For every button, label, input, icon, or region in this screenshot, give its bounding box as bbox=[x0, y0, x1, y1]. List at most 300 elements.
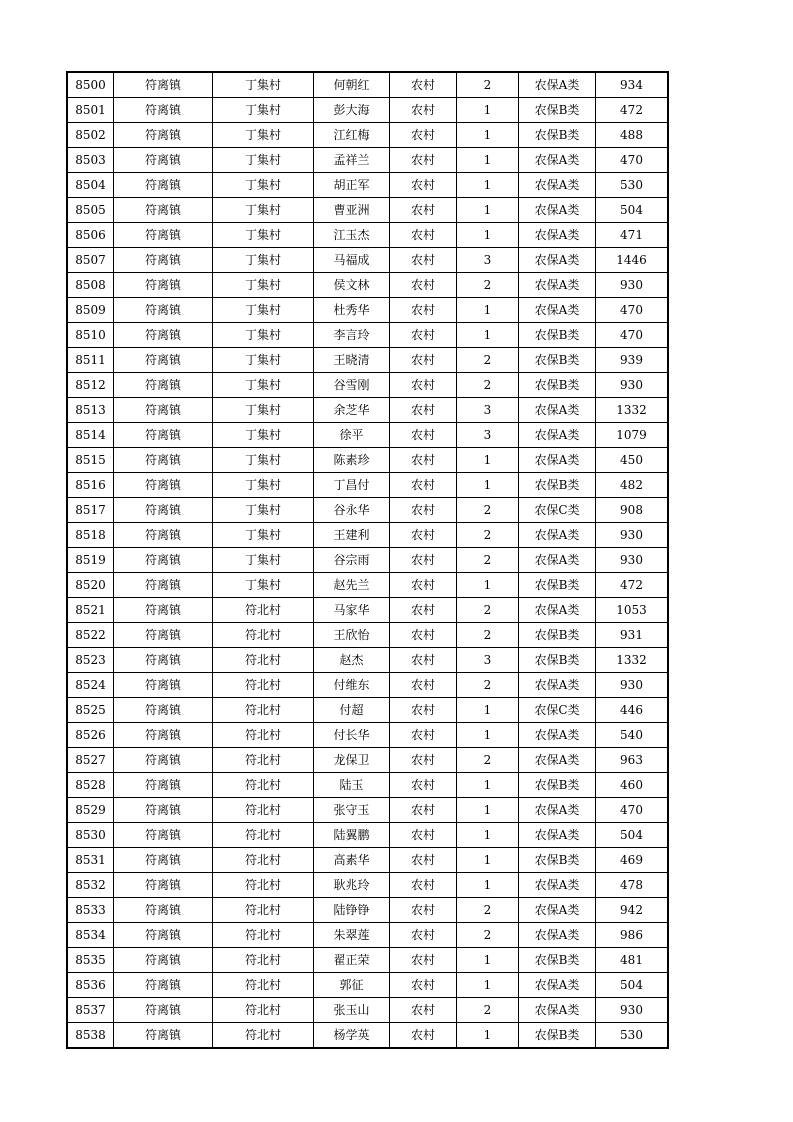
record-number-cell: 8519 bbox=[68, 548, 114, 573]
village-cell: 符北村 bbox=[213, 948, 314, 973]
table-row bbox=[68, 823, 668, 848]
table-row bbox=[68, 148, 668, 173]
amount-cell: 930 bbox=[596, 273, 668, 298]
area-type-cell: 农村 bbox=[390, 573, 457, 598]
name-cell: 高素华 bbox=[314, 848, 390, 873]
household-count-cell: 1 bbox=[457, 723, 519, 748]
record-number-cell: 8532 bbox=[68, 873, 114, 898]
village-cell: 符北村 bbox=[213, 848, 314, 873]
village-cell: 丁集村 bbox=[213, 73, 314, 98]
town-cell: 符离镇 bbox=[114, 248, 213, 273]
town-cell: 符离镇 bbox=[114, 523, 213, 548]
insurance-category-cell: 农保A类 bbox=[519, 723, 596, 748]
name-cell: 赵杰 bbox=[314, 648, 390, 673]
amount-cell: 930 bbox=[596, 523, 668, 548]
village-cell: 丁集村 bbox=[213, 298, 314, 323]
town-cell: 符离镇 bbox=[114, 598, 213, 623]
record-number-cell: 8529 bbox=[68, 798, 114, 823]
household-count-cell: 3 bbox=[457, 248, 519, 273]
town-cell: 符离镇 bbox=[114, 723, 213, 748]
area-type-cell: 农村 bbox=[390, 798, 457, 823]
town-cell: 符离镇 bbox=[114, 998, 213, 1023]
insurance-category-cell: 农保A类 bbox=[519, 823, 596, 848]
table-row bbox=[68, 423, 668, 448]
area-type-cell: 农村 bbox=[390, 548, 457, 573]
town-cell: 符离镇 bbox=[114, 98, 213, 123]
name-cell: 付长华 bbox=[314, 723, 390, 748]
village-cell: 丁集村 bbox=[213, 548, 314, 573]
town-cell: 符离镇 bbox=[114, 498, 213, 523]
amount-cell: 481 bbox=[596, 948, 668, 973]
village-cell: 符北村 bbox=[213, 673, 314, 698]
insurance-category-cell: 农保A类 bbox=[519, 998, 596, 1023]
area-type-cell: 农村 bbox=[390, 298, 457, 323]
household-count-cell: 2 bbox=[457, 498, 519, 523]
amount-cell: 470 bbox=[596, 298, 668, 323]
household-count-cell: 2 bbox=[457, 898, 519, 923]
name-cell: 郭征 bbox=[314, 973, 390, 998]
town-cell: 符离镇 bbox=[114, 948, 213, 973]
table-row bbox=[68, 598, 668, 623]
name-cell: 陆翼鹏 bbox=[314, 823, 390, 848]
household-count-cell: 2 bbox=[457, 748, 519, 773]
area-type-cell: 农村 bbox=[390, 673, 457, 698]
amount-cell: 470 bbox=[596, 148, 668, 173]
town-cell: 符离镇 bbox=[114, 798, 213, 823]
village-cell: 丁集村 bbox=[213, 173, 314, 198]
amount-cell: 470 bbox=[596, 323, 668, 348]
insurance-category-cell: 农保C类 bbox=[519, 498, 596, 523]
record-number-cell: 8520 bbox=[68, 573, 114, 598]
insurance-category-cell: 农保B类 bbox=[519, 323, 596, 348]
insurance-category-cell: 农保A类 bbox=[519, 748, 596, 773]
area-type-cell: 农村 bbox=[390, 623, 457, 648]
household-count-cell: 2 bbox=[457, 548, 519, 573]
household-count-cell: 2 bbox=[457, 623, 519, 648]
name-cell: 江玉杰 bbox=[314, 223, 390, 248]
area-type-cell: 农村 bbox=[390, 348, 457, 373]
village-cell: 符北村 bbox=[213, 823, 314, 848]
insurance-category-cell: 农保A类 bbox=[519, 173, 596, 198]
amount-cell: 478 bbox=[596, 873, 668, 898]
town-cell: 符离镇 bbox=[114, 448, 213, 473]
area-type-cell: 农村 bbox=[390, 498, 457, 523]
village-cell: 丁集村 bbox=[213, 398, 314, 423]
table-row bbox=[68, 398, 668, 423]
amount-cell: 942 bbox=[596, 898, 668, 923]
town-cell: 符离镇 bbox=[114, 898, 213, 923]
household-count-cell: 1 bbox=[457, 1023, 519, 1048]
town-cell: 符离镇 bbox=[114, 1023, 213, 1048]
household-count-cell: 2 bbox=[457, 998, 519, 1023]
record-number-cell: 8531 bbox=[68, 848, 114, 873]
area-type-cell: 农村 bbox=[390, 223, 457, 248]
name-cell: 余芝华 bbox=[314, 398, 390, 423]
amount-cell: 1332 bbox=[596, 398, 668, 423]
name-cell: 马福成 bbox=[314, 248, 390, 273]
record-number-cell: 8528 bbox=[68, 773, 114, 798]
insurance-category-cell: 农保A类 bbox=[519, 223, 596, 248]
record-number-cell: 8514 bbox=[68, 423, 114, 448]
area-type-cell: 农村 bbox=[390, 1023, 457, 1048]
table-row bbox=[68, 773, 668, 798]
amount-cell: 488 bbox=[596, 123, 668, 148]
household-count-cell: 2 bbox=[457, 598, 519, 623]
insurance-category-cell: 农保B类 bbox=[519, 848, 596, 873]
area-type-cell: 农村 bbox=[390, 273, 457, 298]
insurance-category-cell: 农保A类 bbox=[519, 248, 596, 273]
area-type-cell: 农村 bbox=[390, 373, 457, 398]
name-cell: 龙保卫 bbox=[314, 748, 390, 773]
insurance-category-cell: 农保A类 bbox=[519, 523, 596, 548]
village-cell: 丁集村 bbox=[213, 248, 314, 273]
record-number-cell: 8506 bbox=[68, 223, 114, 248]
town-cell: 符离镇 bbox=[114, 223, 213, 248]
record-number-cell: 8513 bbox=[68, 398, 114, 423]
name-cell: 胡正军 bbox=[314, 173, 390, 198]
name-cell: 耿兆玲 bbox=[314, 873, 390, 898]
table-row bbox=[68, 798, 668, 823]
area-type-cell: 农村 bbox=[390, 923, 457, 948]
table-row bbox=[68, 998, 668, 1023]
household-count-cell: 2 bbox=[457, 523, 519, 548]
area-type-cell: 农村 bbox=[390, 748, 457, 773]
village-cell: 丁集村 bbox=[213, 573, 314, 598]
area-type-cell: 农村 bbox=[390, 398, 457, 423]
town-cell: 符离镇 bbox=[114, 548, 213, 573]
household-count-cell: 1 bbox=[457, 298, 519, 323]
table-row bbox=[68, 698, 668, 723]
area-type-cell: 农村 bbox=[390, 148, 457, 173]
insurance-category-cell: 农保A类 bbox=[519, 423, 596, 448]
insurance-category-cell: 农保B类 bbox=[519, 623, 596, 648]
village-cell: 符北村 bbox=[213, 723, 314, 748]
area-type-cell: 农村 bbox=[390, 973, 457, 998]
name-cell: 丁昌付 bbox=[314, 473, 390, 498]
town-cell: 符离镇 bbox=[114, 573, 213, 598]
household-count-cell: 1 bbox=[457, 473, 519, 498]
household-count-cell: 1 bbox=[457, 198, 519, 223]
table-row bbox=[68, 123, 668, 148]
name-cell: 王晓清 bbox=[314, 348, 390, 373]
name-cell: 王欣怡 bbox=[314, 623, 390, 648]
record-number-cell: 8517 bbox=[68, 498, 114, 523]
name-cell: 张玉山 bbox=[314, 998, 390, 1023]
table-row bbox=[68, 673, 668, 698]
insurance-category-cell: 农保A类 bbox=[519, 548, 596, 573]
name-cell: 何朝红 bbox=[314, 73, 390, 98]
insurance-category-cell: 农保B类 bbox=[519, 373, 596, 398]
record-number-cell: 8507 bbox=[68, 248, 114, 273]
town-cell: 符离镇 bbox=[114, 298, 213, 323]
name-cell: 徐平 bbox=[314, 423, 390, 448]
amount-cell: 986 bbox=[596, 923, 668, 948]
amount-cell: 931 bbox=[596, 623, 668, 648]
amount-cell: 469 bbox=[596, 848, 668, 873]
roster-body bbox=[68, 73, 668, 1048]
record-number-cell: 8522 bbox=[68, 623, 114, 648]
village-cell: 丁集村 bbox=[213, 373, 314, 398]
village-cell: 符北村 bbox=[213, 698, 314, 723]
name-cell: 彭大海 bbox=[314, 98, 390, 123]
town-cell: 符离镇 bbox=[114, 423, 213, 448]
amount-cell: 471 bbox=[596, 223, 668, 248]
table-row bbox=[68, 973, 668, 998]
insurance-category-cell: 农保B类 bbox=[519, 948, 596, 973]
area-type-cell: 农村 bbox=[390, 848, 457, 873]
amount-cell: 930 bbox=[596, 373, 668, 398]
household-count-cell: 2 bbox=[457, 73, 519, 98]
name-cell: 曹亚洲 bbox=[314, 198, 390, 223]
insurance-category-cell: 农保A类 bbox=[519, 198, 596, 223]
amount-cell: 1079 bbox=[596, 423, 668, 448]
village-cell: 丁集村 bbox=[213, 148, 314, 173]
village-cell: 符北村 bbox=[213, 973, 314, 998]
record-number-cell: 8505 bbox=[68, 198, 114, 223]
name-cell: 张守玉 bbox=[314, 798, 390, 823]
table-row bbox=[68, 573, 668, 598]
area-type-cell: 农村 bbox=[390, 773, 457, 798]
name-cell: 赵先兰 bbox=[314, 573, 390, 598]
village-cell: 丁集村 bbox=[213, 423, 314, 448]
insurance-category-cell: 农保B类 bbox=[519, 648, 596, 673]
record-number-cell: 8537 bbox=[68, 998, 114, 1023]
village-cell: 符北村 bbox=[213, 898, 314, 923]
household-count-cell: 2 bbox=[457, 348, 519, 373]
table-row bbox=[68, 648, 668, 673]
record-number-cell: 8511 bbox=[68, 348, 114, 373]
household-count-cell: 1 bbox=[457, 173, 519, 198]
insurance-category-cell: 农保A类 bbox=[519, 973, 596, 998]
town-cell: 符离镇 bbox=[114, 698, 213, 723]
insurance-category-cell: 农保A类 bbox=[519, 273, 596, 298]
town-cell: 符离镇 bbox=[114, 348, 213, 373]
record-number-cell: 8504 bbox=[68, 173, 114, 198]
table-row bbox=[68, 1023, 668, 1048]
amount-cell: 540 bbox=[596, 723, 668, 748]
record-number-cell: 8534 bbox=[68, 923, 114, 948]
household-count-cell: 1 bbox=[457, 123, 519, 148]
village-cell: 符北村 bbox=[213, 648, 314, 673]
amount-cell: 1053 bbox=[596, 598, 668, 623]
record-number-cell: 8516 bbox=[68, 473, 114, 498]
town-cell: 符离镇 bbox=[114, 73, 213, 98]
area-type-cell: 农村 bbox=[390, 98, 457, 123]
table-row bbox=[68, 873, 668, 898]
amount-cell: 530 bbox=[596, 1023, 668, 1048]
amount-cell: 504 bbox=[596, 973, 668, 998]
area-type-cell: 农村 bbox=[390, 523, 457, 548]
table-row bbox=[68, 923, 668, 948]
household-count-cell: 1 bbox=[457, 223, 519, 248]
insurance-category-cell: 农保A类 bbox=[519, 673, 596, 698]
town-cell: 符离镇 bbox=[114, 673, 213, 698]
area-type-cell: 农村 bbox=[390, 473, 457, 498]
insurance-category-cell: 农保A类 bbox=[519, 598, 596, 623]
record-number-cell: 8501 bbox=[68, 98, 114, 123]
table-row bbox=[68, 198, 668, 223]
amount-cell: 460 bbox=[596, 773, 668, 798]
amount-cell: 1446 bbox=[596, 248, 668, 273]
insurance-category-cell: 农保A类 bbox=[519, 448, 596, 473]
table-row bbox=[68, 298, 668, 323]
table-row bbox=[68, 548, 668, 573]
household-count-cell: 1 bbox=[457, 698, 519, 723]
village-cell: 丁集村 bbox=[213, 123, 314, 148]
village-cell: 丁集村 bbox=[213, 498, 314, 523]
household-count-cell: 1 bbox=[457, 948, 519, 973]
record-number-cell: 8526 bbox=[68, 723, 114, 748]
area-type-cell: 农村 bbox=[390, 998, 457, 1023]
town-cell: 符离镇 bbox=[114, 648, 213, 673]
town-cell: 符离镇 bbox=[114, 198, 213, 223]
town-cell: 符离镇 bbox=[114, 823, 213, 848]
household-count-cell: 1 bbox=[457, 848, 519, 873]
village-cell: 丁集村 bbox=[213, 98, 314, 123]
table-row bbox=[68, 98, 668, 123]
roster-table bbox=[67, 72, 668, 1048]
amount-cell: 939 bbox=[596, 348, 668, 373]
amount-cell: 930 bbox=[596, 998, 668, 1023]
area-type-cell: 农村 bbox=[390, 648, 457, 673]
village-cell: 符北村 bbox=[213, 873, 314, 898]
area-type-cell: 农村 bbox=[390, 123, 457, 148]
table-row bbox=[68, 898, 668, 923]
household-count-cell: 1 bbox=[457, 823, 519, 848]
village-cell: 符北村 bbox=[213, 773, 314, 798]
name-cell: 翟正荣 bbox=[314, 948, 390, 973]
area-type-cell: 农村 bbox=[390, 248, 457, 273]
town-cell: 符离镇 bbox=[114, 373, 213, 398]
table-row bbox=[68, 473, 668, 498]
name-cell: 侯文林 bbox=[314, 273, 390, 298]
table-row bbox=[68, 248, 668, 273]
household-count-cell: 3 bbox=[457, 423, 519, 448]
name-cell: 陆铮铮 bbox=[314, 898, 390, 923]
village-cell: 丁集村 bbox=[213, 448, 314, 473]
table-row bbox=[68, 348, 668, 373]
table-row bbox=[68, 173, 668, 198]
area-type-cell: 农村 bbox=[390, 823, 457, 848]
record-number-cell: 8518 bbox=[68, 523, 114, 548]
record-number-cell: 8525 bbox=[68, 698, 114, 723]
town-cell: 符离镇 bbox=[114, 123, 213, 148]
table-row bbox=[68, 723, 668, 748]
table-row bbox=[68, 223, 668, 248]
insurance-category-cell: 农保A类 bbox=[519, 873, 596, 898]
name-cell: 杜秀华 bbox=[314, 298, 390, 323]
household-count-cell: 2 bbox=[457, 673, 519, 698]
table-row bbox=[68, 323, 668, 348]
record-number-cell: 8527 bbox=[68, 748, 114, 773]
household-count-cell: 2 bbox=[457, 373, 519, 398]
village-cell: 符北村 bbox=[213, 598, 314, 623]
area-type-cell: 农村 bbox=[390, 598, 457, 623]
village-cell: 符北村 bbox=[213, 1023, 314, 1048]
table-row bbox=[68, 273, 668, 298]
amount-cell: 450 bbox=[596, 448, 668, 473]
household-count-cell: 1 bbox=[457, 773, 519, 798]
record-number-cell: 8523 bbox=[68, 648, 114, 673]
town-cell: 符离镇 bbox=[114, 748, 213, 773]
amount-cell: 504 bbox=[596, 823, 668, 848]
area-type-cell: 农村 bbox=[390, 698, 457, 723]
name-cell: 谷宗雨 bbox=[314, 548, 390, 573]
record-number-cell: 8515 bbox=[68, 448, 114, 473]
amount-cell: 930 bbox=[596, 548, 668, 573]
record-number-cell: 8521 bbox=[68, 598, 114, 623]
household-count-cell: 3 bbox=[457, 648, 519, 673]
household-count-cell: 1 bbox=[457, 873, 519, 898]
area-type-cell: 农村 bbox=[390, 73, 457, 98]
village-cell: 丁集村 bbox=[213, 223, 314, 248]
table-row bbox=[68, 748, 668, 773]
table-row bbox=[68, 623, 668, 648]
table-row bbox=[68, 448, 668, 473]
village-cell: 符北村 bbox=[213, 998, 314, 1023]
area-type-cell: 农村 bbox=[390, 198, 457, 223]
name-cell: 谷永华 bbox=[314, 498, 390, 523]
household-count-cell: 1 bbox=[457, 98, 519, 123]
insurance-category-cell: 农保A类 bbox=[519, 398, 596, 423]
town-cell: 符离镇 bbox=[114, 773, 213, 798]
village-cell: 丁集村 bbox=[213, 198, 314, 223]
town-cell: 符离镇 bbox=[114, 273, 213, 298]
town-cell: 符离镇 bbox=[114, 148, 213, 173]
record-number-cell: 8524 bbox=[68, 673, 114, 698]
village-cell: 丁集村 bbox=[213, 348, 314, 373]
area-type-cell: 农村 bbox=[390, 898, 457, 923]
household-count-cell: 1 bbox=[457, 973, 519, 998]
town-cell: 符离镇 bbox=[114, 973, 213, 998]
record-number-cell: 8508 bbox=[68, 273, 114, 298]
household-count-cell: 1 bbox=[457, 448, 519, 473]
household-count-cell: 1 bbox=[457, 323, 519, 348]
record-number-cell: 8535 bbox=[68, 948, 114, 973]
record-number-cell: 8500 bbox=[68, 73, 114, 98]
record-number-cell: 8502 bbox=[68, 123, 114, 148]
household-count-cell: 1 bbox=[457, 573, 519, 598]
table-row bbox=[68, 73, 668, 98]
insurance-category-cell: 农保B类 bbox=[519, 773, 596, 798]
amount-cell: 934 bbox=[596, 73, 668, 98]
household-count-cell: 2 bbox=[457, 273, 519, 298]
name-cell: 谷雪刚 bbox=[314, 373, 390, 398]
village-cell: 丁集村 bbox=[213, 273, 314, 298]
name-cell: 陆玉 bbox=[314, 773, 390, 798]
amount-cell: 446 bbox=[596, 698, 668, 723]
town-cell: 符离镇 bbox=[114, 623, 213, 648]
village-cell: 符北村 bbox=[213, 798, 314, 823]
area-type-cell: 农村 bbox=[390, 448, 457, 473]
town-cell: 符离镇 bbox=[114, 873, 213, 898]
name-cell: 李言玲 bbox=[314, 323, 390, 348]
amount-cell: 963 bbox=[596, 748, 668, 773]
town-cell: 符离镇 bbox=[114, 398, 213, 423]
insurance-category-cell: 农保B类 bbox=[519, 348, 596, 373]
insurance-category-cell: 农保A类 bbox=[519, 798, 596, 823]
area-type-cell: 农村 bbox=[390, 323, 457, 348]
area-type-cell: 农村 bbox=[390, 873, 457, 898]
area-type-cell: 农村 bbox=[390, 423, 457, 448]
record-number-cell: 8538 bbox=[68, 1023, 114, 1048]
name-cell: 马家华 bbox=[314, 598, 390, 623]
record-number-cell: 8512 bbox=[68, 373, 114, 398]
town-cell: 符离镇 bbox=[114, 473, 213, 498]
village-cell: 丁集村 bbox=[213, 323, 314, 348]
name-cell: 江红梅 bbox=[314, 123, 390, 148]
record-number-cell: 8510 bbox=[68, 323, 114, 348]
